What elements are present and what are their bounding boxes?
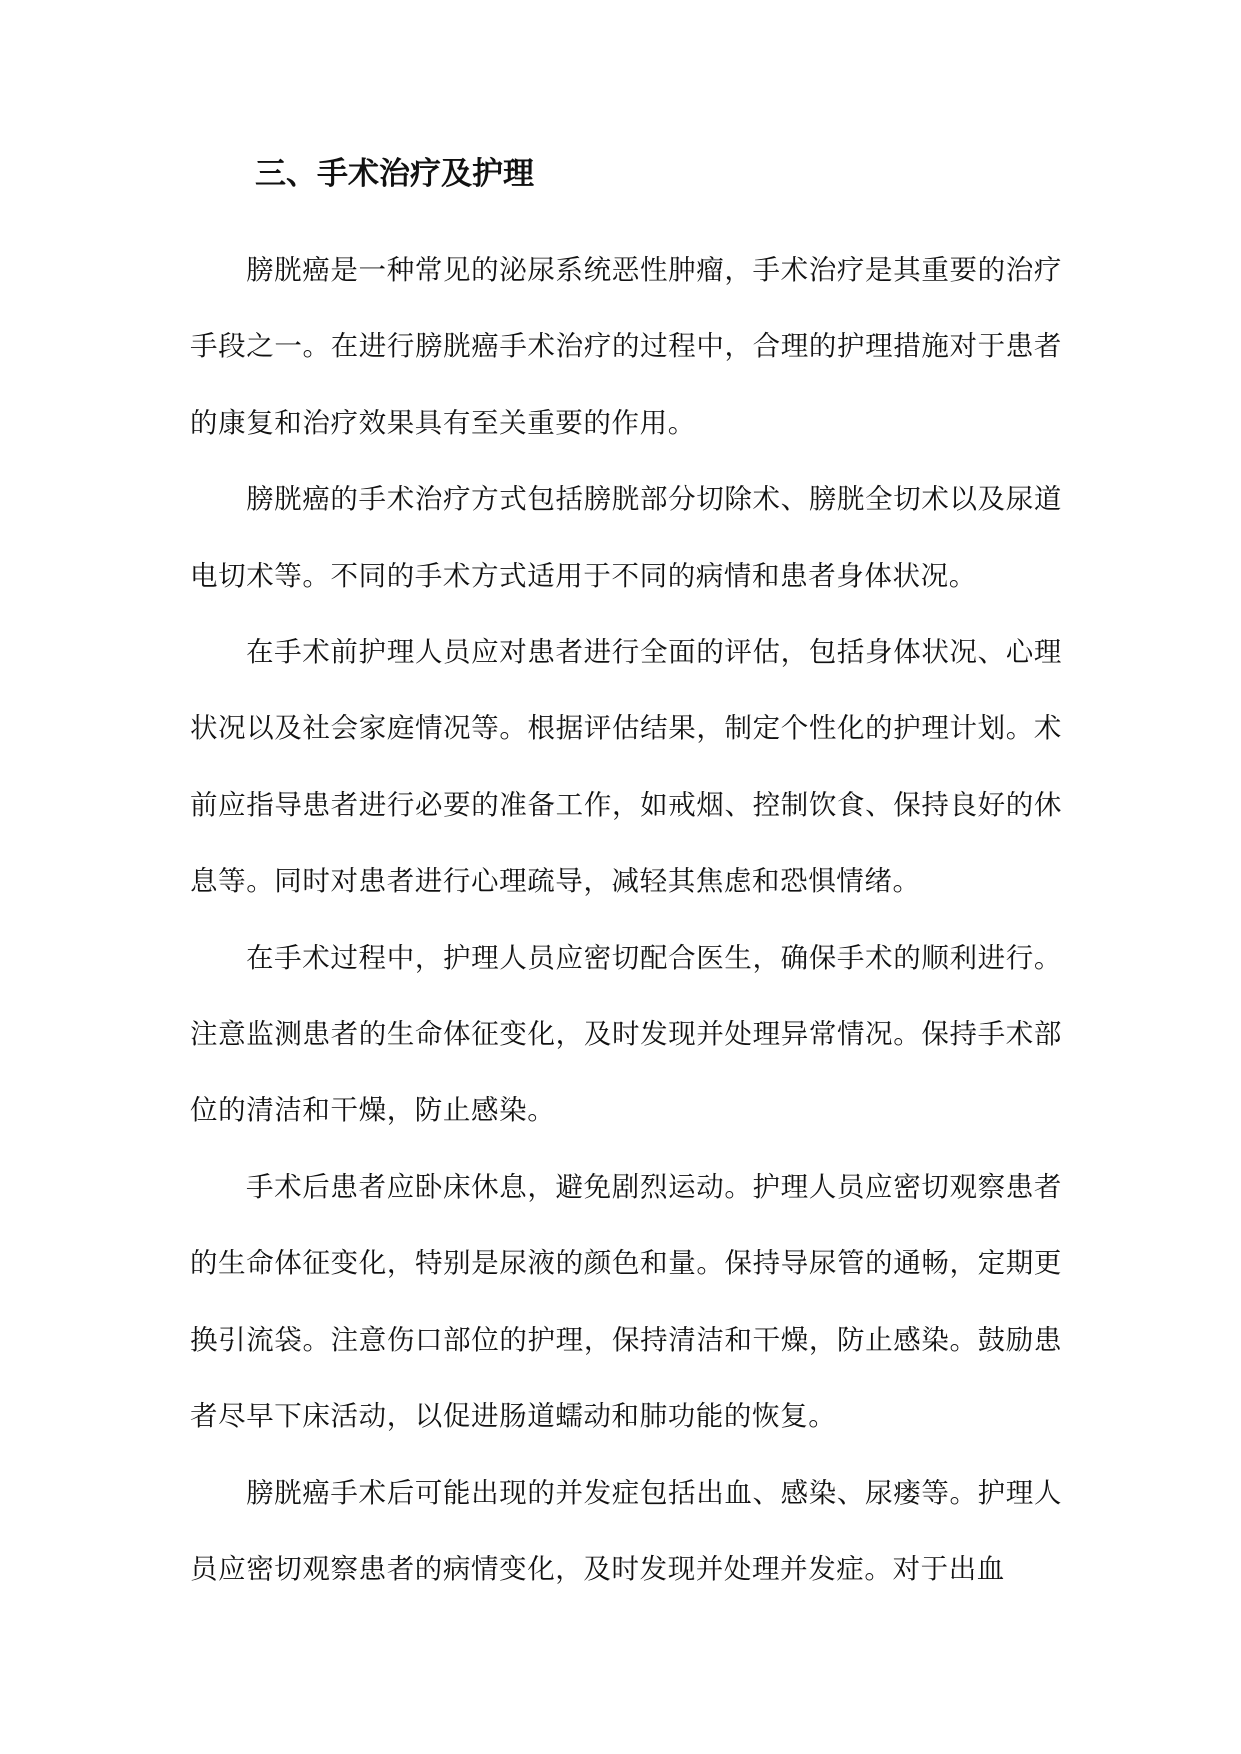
paragraph-postoperative-care: 手术后患者应卧床休息，避免剧烈运动。护理人员应密切观察患者的生命体征变化，特别是尿液的颜色和量。保持导尿管的通畅，定期更换引流袋。注意伤口部位的护理，保持清洁和干燥，防止感染。鼓励患者尽早下床活动，以促进肠道蠕动和肺功能的恢复。 <box>190 1170 1062 1433</box>
paragraph-surgery-types: 膀胱癌的手术治疗方式包括膀胱部分切除术、膀胱全切术以及尿道电切术等。不同的手术方式适用于不同的病情和患者身体状况。 <box>190 483 1062 592</box>
paragraph-intro: 膀胱癌是一种常见的泌尿系统恶性肿瘤，手术治疗是其重要的治疗手段之一。在进行膀胱癌手术治疗的过程中，合理的护理措施对于患者的康复和治疗效果具有至关重要的作用。 <box>190 254 1062 439</box>
paragraph-intraoperative-care: 在手术过程中，护理人员应密切配合医生，确保手术的顺利进行。注意监测患者的生命体征变化，及时发现并处理异常情况。保持手术部位的清洁和干燥，防止感染。 <box>190 941 1062 1127</box>
body-text <box>190 232 1062 1607</box>
section-heading: 三、手术治疗及护理 <box>255 156 534 192</box>
paragraph-preoperative-care: 在手术前护理人员应对患者进行全面的评估，包括身体状况、心理状况以及社会家庭情况等。根据评估结果，制定个性化的护理计划。术前应指导患者进行必要的准备工作，如戒烟、控制饮食、保持良好的休息等。同时对患者进行心理疏导，减轻其焦虑和恐惧情绪。 <box>190 636 1062 898</box>
paragraph-complications: 膀胱癌手术后可能出现的并发症包括出血、感染、尿瘘等。护理人员应密切观察患者的病情变化，及时发现并处理并发症。对于出血 <box>190 1476 1062 1585</box>
